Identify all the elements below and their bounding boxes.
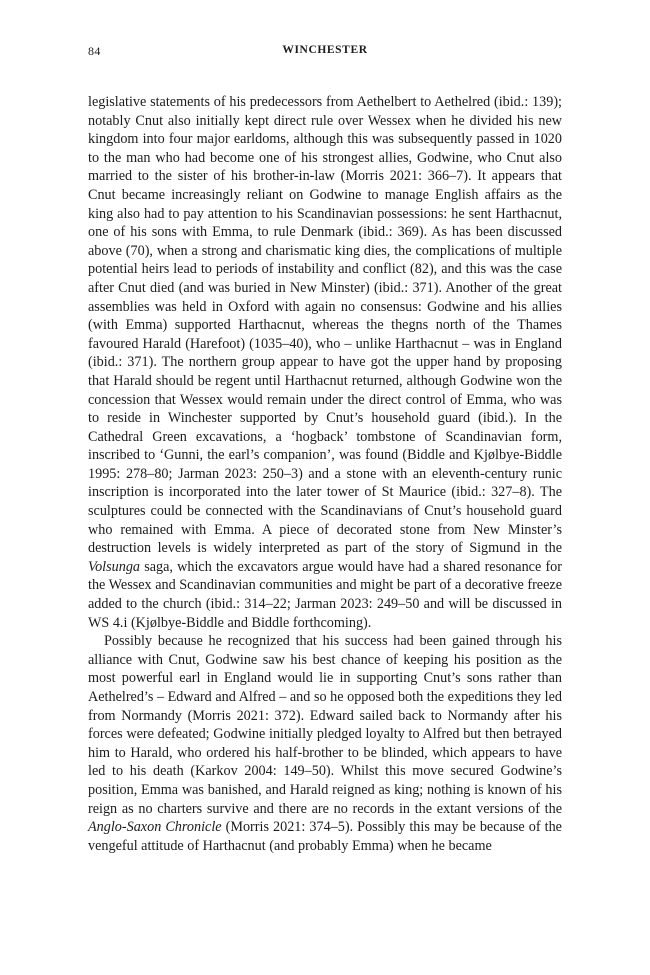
body-text bbox=[88, 93, 562, 855]
paragraph-text: (Morris 2021: 374–5). Possibly this may be because of the vengeful attitude of Harthacnut (and probably Emma) when he became bbox=[88, 819, 562, 854]
paragraph-text: saga, which the excavators argue would have had a shared resonance for the Wessex and Scandinavian communities and might be part of a decorative freeze added to the church (ibid.: 314–22; Jarman 2023: 249–50 and will be discussed in WS 4.i (Kjølbye-Biddle and Biddle forthcoming). bbox=[88, 558, 562, 631]
paragraph-text: Possibly because he recognized that his success had been gained through his alliance with Cnut, Godwine saw his best chance of keeping his position as the most powerful earl in England would lie in supporting Cnut’s sons rather than Aethelred’s – Edward and Alfred – and so he opposed both the expeditions they led from Normandy (Morris 2021: 372). Edward sailed back to Normandy after his forces were defeated; Godwine initially pledged loyalty to Alfred but then betrayed him to Harald, who ordered his half-brother to be blinded, which appears to have led to his death (Karkov 2004: 149–50). Whilst this move secured Godwine’s position, Emma was banished, and Harald reigned as king; nothing is known of his reign as no charters survive and there are no records in the extant versions of the bbox=[88, 633, 562, 817]
italic-title-anglo-saxon-chronicle: Anglo-Saxon Chronicle bbox=[88, 819, 222, 836]
running-head bbox=[88, 44, 562, 62]
paragraph-text: legislative statements of his predecessors from Aethelbert to Aethelred (ibid.: 139); notably Cnut also initially kept direct rule over Wessex when he divided his new kingdom into four major earldoms, although this was subsequently passed in 1020 to the man who had become one of his strongest allies, Godwine, who Cnut also married to the sister of his brother-in-law (Morris 2021: 366–7). It appears that Cnut became increasingly reliant on Godwine to manage English affairs as the king also had to pay attention to his Scandinavian possessions: he sent Harthacnut, one of his sons with Emma, to rule Denmark (ibid.: 369). As has been discussed above (70), when a strong and charismatic king dies, the complications of multiple potential heirs lead to periods of instability and conflict (82), and this was the case after Cnut died (and was buried in New Minster) (ibid.: 371). Another of the great assemblies was held in Oxford with again no consensus: Godwine and his allies (with Emma) supported Harthacnut, whereas the thegns north of the Thames favoured Harald (Harefoot) (1035–40), who – unlike Harthacnut – was in England (ibid.: 371). The northern group appear to have got the upper hand by proposing that Harald should be regent until Harthacnut returned, although Godwine won the concession that Wessex would remain under the direct control of Emma, who was to reside in Winchester supported by Cnut’s household guard (ibid.). In the Cathedral Green excavations, a ‘hogback’ tombstone of Scandinavian form, inscribed to ‘Gunni, the earl’s companion’, was found (Biddle and Kjølbye-Biddle 1995: 278–80; Jarman 2023: 250–3) and a stone with an eleventh-century runic inscription is incorporated into the later tower of St Maurice (ibid.: 327–8). The sculptures could be connected with the Scandinavians of Cnut’s household guard who remained with Emma. A piece of decorated stone from New Minster’s destruction levels is widely interpreted as part of the story of Sigmund in the bbox=[88, 94, 562, 557]
running-title: WINCHESTER bbox=[282, 44, 368, 56]
paragraph-1 bbox=[88, 93, 562, 632]
page-number: 84 bbox=[88, 44, 101, 58]
paragraph-2 bbox=[88, 632, 562, 855]
italic-title-volsunga: Volsunga bbox=[88, 558, 141, 575]
